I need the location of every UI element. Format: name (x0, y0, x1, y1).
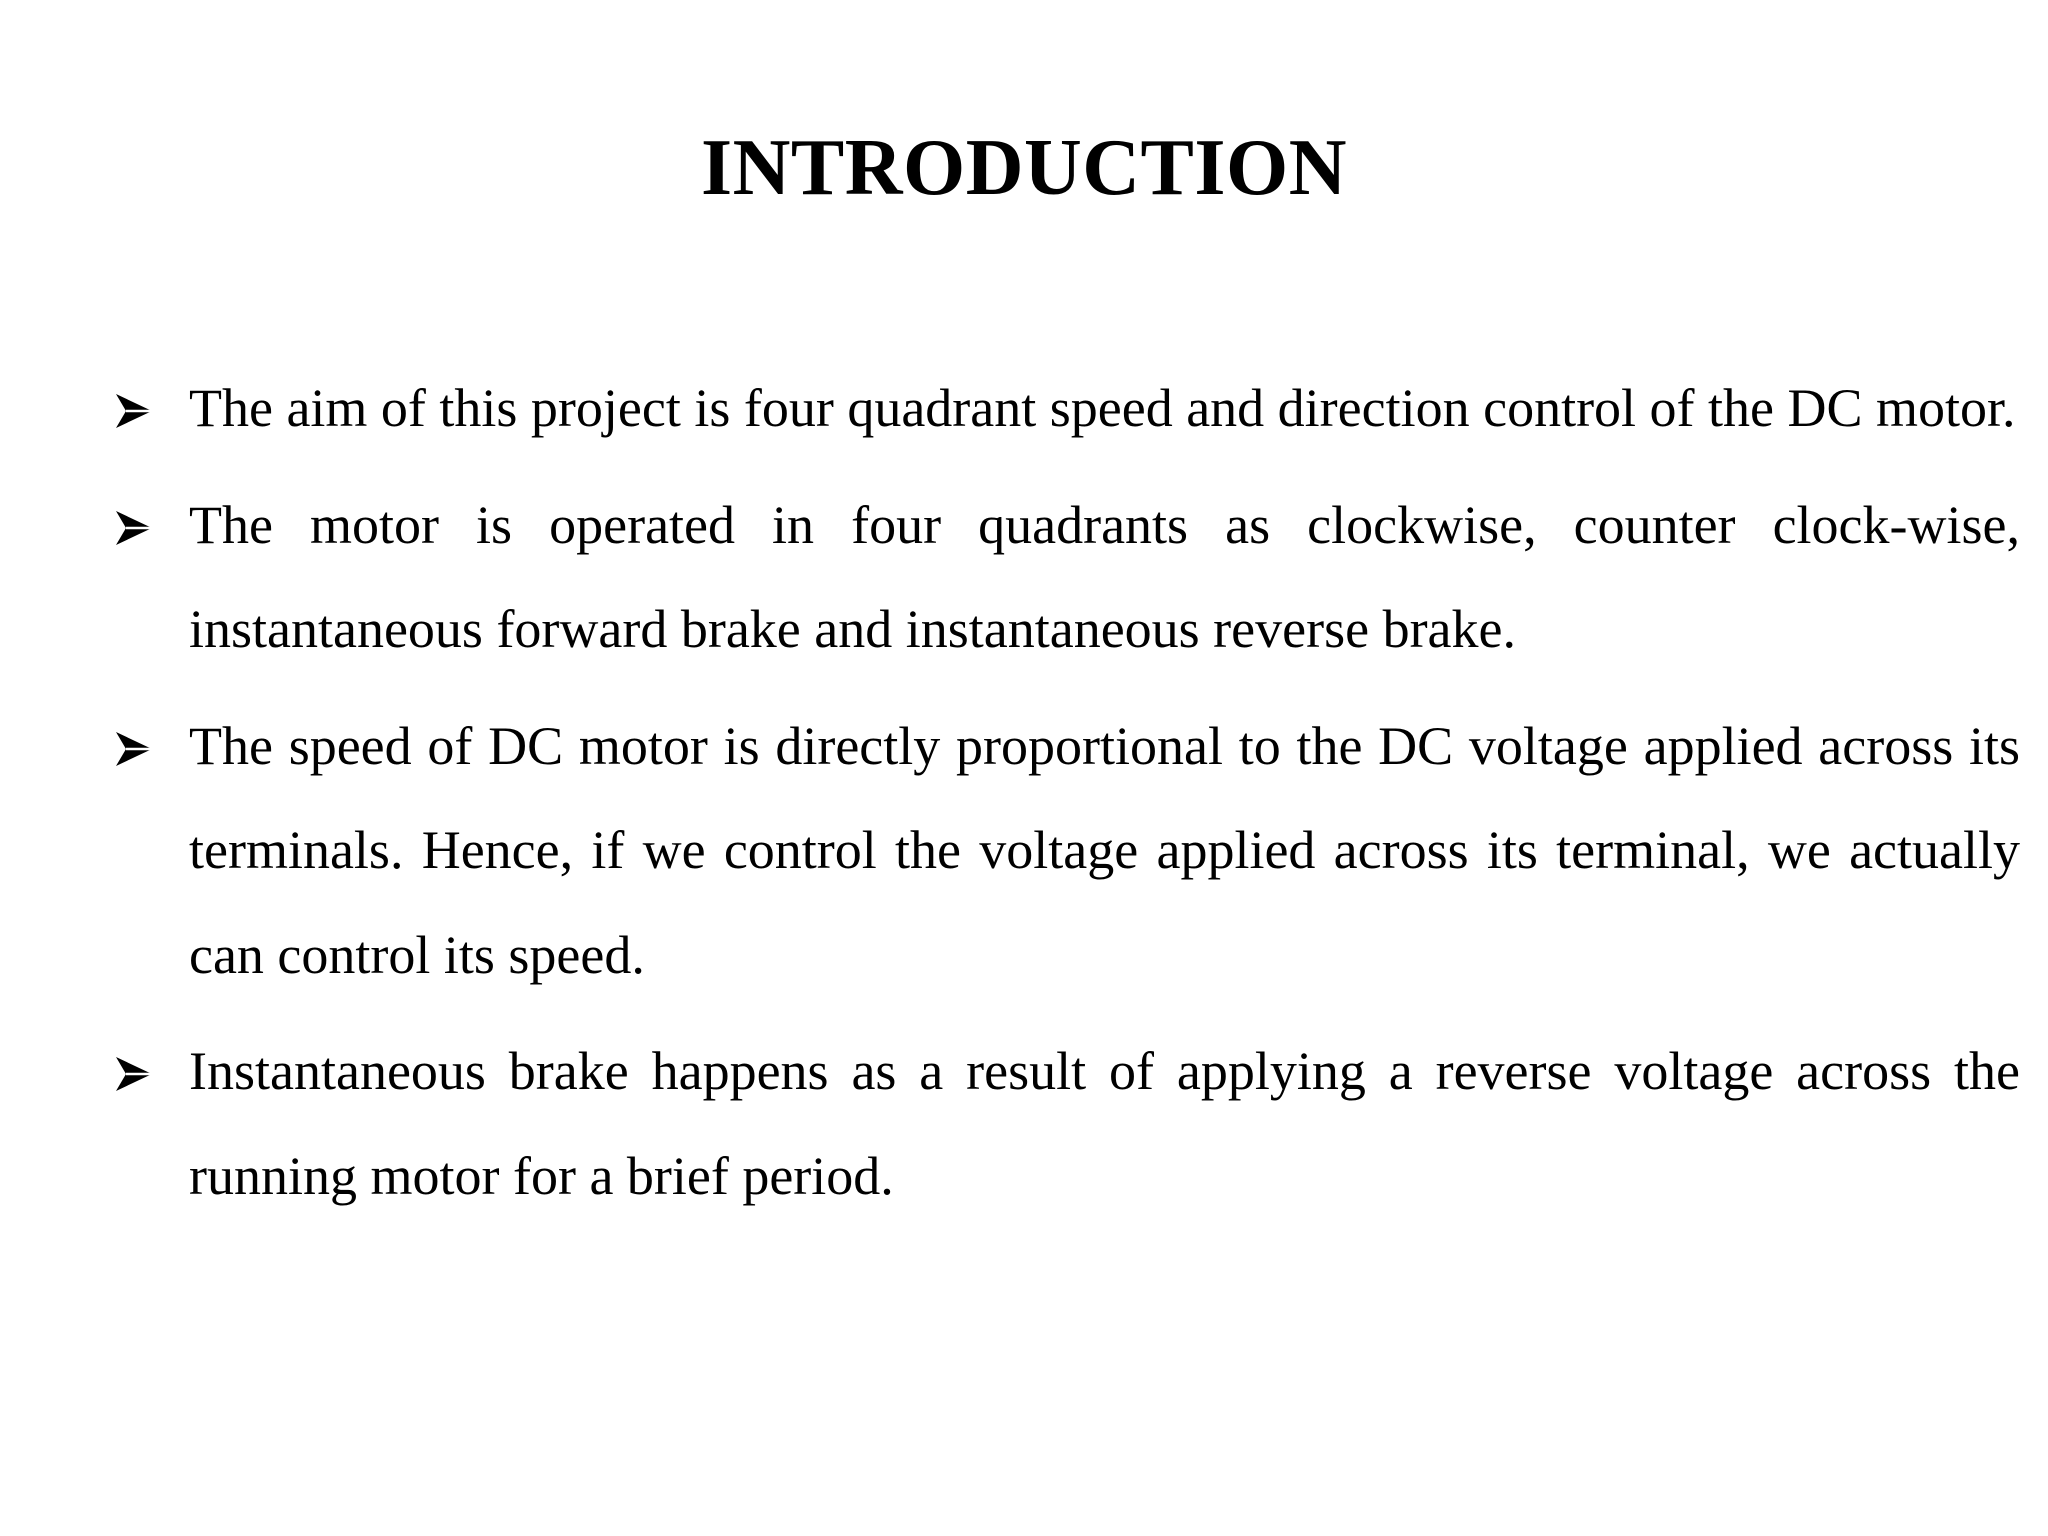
bullet-item (110, 694, 2020, 1008)
arrowhead-bullet-icon (112, 1053, 154, 1095)
bullet-item (110, 473, 2020, 682)
bullet-text: The speed of DC motor is directly proportional to the DC voltage applied across its terminals. Hence, if we control the voltage applied across its terminal, we actually can control its speed. (189, 715, 2020, 985)
bullet-item (110, 356, 2020, 461)
bullet-text: The aim of this project is four quadrant speed and direction control of the DC motor. (189, 378, 2016, 438)
bullet-text: The motor is operated in four quadrants as clockwise, counter clock-wise, instantaneous forward brake and instantaneous reverse brake. (189, 494, 2020, 659)
bullet-text: Instantaneous brake happens as a result of applying a reverse voltage across the running motor for a brief period. (189, 1041, 2020, 1206)
bullet-list (110, 356, 2020, 1240)
arrowhead-bullet-icon (112, 507, 154, 549)
bullet-item (110, 1019, 2020, 1228)
arrowhead-bullet-icon (112, 728, 154, 770)
arrowhead-bullet-icon (112, 390, 154, 432)
slide-title: INTRODUCTION (700, 124, 1348, 212)
